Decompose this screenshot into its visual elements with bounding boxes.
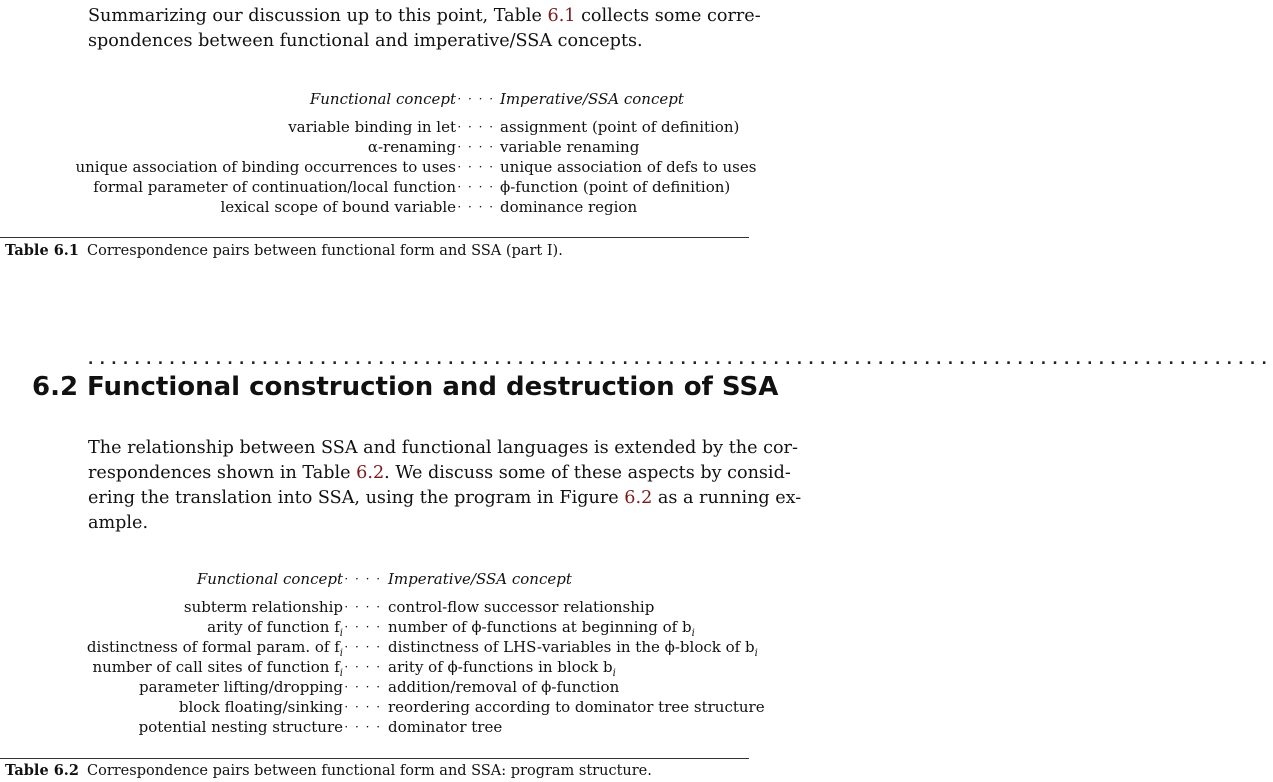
table-caption: [5, 762, 652, 779]
row-left: unique association of binding occurrences to uses: [75, 158, 456, 176]
row-left: lexical scope of bound variable: [220, 198, 456, 216]
header-functional: Functional concept: [196, 570, 343, 588]
dot-separator: · · · ·: [457, 140, 495, 154]
row-right: addition/removal of ϕ-function: [388, 678, 620, 696]
row-right: ϕ-function (point of definition): [500, 178, 731, 196]
table-row: [0, 618, 783, 638]
table-ref-link[interactable]: 6.1: [547, 6, 576, 26]
row-left: parameter lifting/dropping: [139, 678, 343, 696]
dot-separator: · · · ·: [457, 92, 495, 106]
body-line-4: ample.: [88, 513, 149, 533]
dot-separator: · · · ·: [344, 680, 382, 694]
row-right: number of ϕ-functions at beginning of $b_i$: [388, 618, 695, 639]
table-rule: [0, 758, 749, 759]
intro-line-1: Summarizing our discussion up to this point, Table 6.1 collects some corre-: [88, 6, 761, 26]
row-left: number of call sites of function $f_i$: [92, 658, 343, 679]
row-right: control-flow successor relationship: [388, 598, 655, 616]
table-row: [0, 638, 783, 658]
table-header-row: [0, 570, 783, 590]
header-imperative: Imperative/SSA concept: [388, 570, 572, 588]
row-left: subterm relationship: [183, 598, 343, 616]
row-right: variable renaming: [500, 138, 640, 156]
table-row: [0, 698, 783, 718]
row-left: variable binding in let: [288, 118, 456, 136]
intro-line-2: spondences between functional and imperative/SSA concepts.: [88, 31, 643, 51]
figure-ref-link[interactable]: 6.2: [624, 488, 653, 508]
row-right: dominator tree: [388, 718, 503, 736]
row-left: potential nesting structure: [138, 718, 343, 736]
body-line-1: The relationship between SSA and functional languages is extended by the cor-: [88, 438, 798, 458]
dot-separator: · · · ·: [344, 700, 382, 714]
table-row: [0, 718, 783, 738]
caption-text: Correspondence pairs between functional form and SSA: program structure.: [87, 763, 652, 779]
dot-separator: · · · ·: [344, 600, 382, 614]
row-left: block floating/sinking: [178, 698, 343, 716]
dot-separator: · · · ·: [344, 720, 382, 734]
header-functional: Functional concept: [309, 90, 456, 108]
dot-separator: · · · ·: [344, 572, 382, 586]
body-line-3: ering the translation into SSA, using the program in Figure 6.2 as a running ex-: [88, 488, 802, 508]
row-left: distinctness of formal param. of $f_i$: [86, 638, 343, 659]
row-right: arity of ϕ-functions in block $b_i$: [388, 658, 616, 679]
row-left: arity of function $f_i$: [207, 618, 343, 639]
caption-tag: Table 6.1: [5, 242, 79, 259]
header-imperative: Imperative/SSA concept: [500, 90, 684, 108]
section-dot-rule: ......................................................................................................: [88, 352, 1273, 368]
dot-separator: · · · ·: [457, 200, 495, 214]
row-right: dominance region: [500, 198, 638, 216]
row-right: assignment (point of definition): [500, 118, 740, 136]
table-row: [0, 678, 783, 698]
dot-separator: · · · ·: [457, 160, 495, 174]
row-right: unique association of defs to uses: [500, 158, 757, 176]
row-left: formal parameter of continuation/local function: [93, 178, 456, 196]
table-row: [0, 658, 783, 678]
dot-separator: · · · ·: [344, 620, 382, 634]
section-title: Functional construction and destruction of SSA: [87, 372, 779, 402]
section-number: 6.2: [32, 372, 79, 402]
row-right: distinctness of LHS-variables in the ϕ-block of $b_i$: [388, 638, 758, 659]
caption-text: Correspondence pairs between functional form and SSA (part I).: [87, 243, 563, 259]
dot-separator: · · · ·: [344, 660, 382, 674]
row-left: α-renaming: [367, 138, 456, 156]
row-right: reordering according to dominator tree structure: [388, 698, 765, 716]
dot-separator: · · · ·: [344, 640, 382, 654]
table-ref-link[interactable]: 6.2: [356, 463, 385, 483]
caption-tag: Table 6.2: [5, 762, 79, 779]
dot-separator: · · · ·: [457, 120, 495, 134]
table-row: [0, 598, 783, 618]
dot-separator: · · · ·: [457, 180, 495, 194]
body-line-2: respondences shown in Table 6.2. We discuss some of these aspects by consid-: [88, 463, 791, 483]
